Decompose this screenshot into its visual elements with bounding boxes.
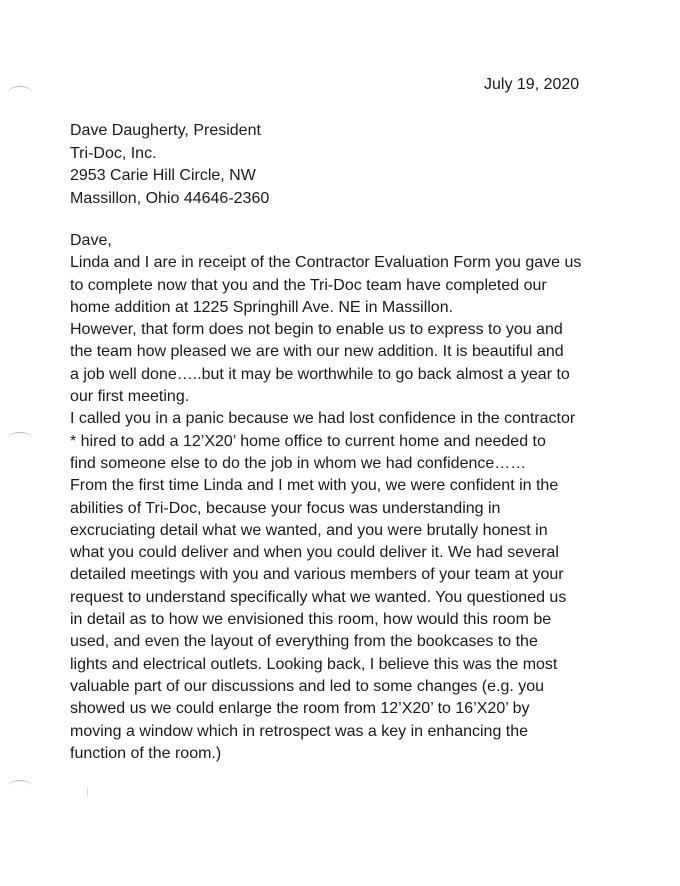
body-line: what you could deliver and when you could deliver it. We had several bbox=[70, 544, 559, 562]
body-line: I called you in a panic because we had lost confidence in the contractor bbox=[70, 410, 576, 428]
body-line: Linda and I are in receipt of the Contractor Evaluation Form you gave us bbox=[70, 254, 582, 272]
body-line: However, that form does not begin to enable us to express to you and bbox=[70, 321, 563, 339]
punch-hole-mark bbox=[8, 780, 32, 793]
body-line: lights and electrical outlets. Looking back, I believe this was the most bbox=[70, 655, 558, 673]
body-line: the team how pleased we are with our new addition. It is beautiful and bbox=[70, 343, 564, 361]
letter-body bbox=[70, 230, 670, 765]
body-line: moving a window which in retrospect was a key in enhancing the bbox=[70, 722, 529, 740]
recipient-city: Massillon, Ohio 44646-2360 bbox=[70, 189, 270, 207]
body-line: From the first time Linda and I met with you, we were confident in the bbox=[70, 477, 559, 495]
body-line: detailed meetings with you and various members of your team at your bbox=[70, 566, 564, 584]
recipient-street: 2953 Carie Hill Circle, NW bbox=[70, 167, 256, 185]
recipient-company: Tri-Doc, Inc. bbox=[70, 144, 157, 162]
body-line: excruciating detail what we wanted, and you were brutally honest in bbox=[70, 521, 548, 539]
body-line: in detail as to how we envisioned this room, how would this room be bbox=[70, 611, 552, 629]
body-line: * hired to add a 12’X20’ home office to current home and needed to bbox=[70, 432, 546, 450]
letter-date: July 19, 2020 bbox=[484, 76, 580, 93]
body-line: home addition at 1225 Springhill Ave. NE in Massillon. bbox=[70, 298, 454, 316]
body-line: valuable part of our discussions and led to some changes (e.g. you bbox=[70, 677, 545, 695]
punch-hole-mark bbox=[8, 432, 32, 445]
body-line: request to understand specifically what we wanted. You questioned us bbox=[70, 588, 567, 606]
body-line: function of the room.) bbox=[70, 744, 222, 762]
recipient-name: Dave Daugherty, President bbox=[70, 122, 261, 139]
body-line: used, and even the layout of everything from the bookcases to the bbox=[70, 633, 538, 651]
recipient-address bbox=[70, 120, 269, 210]
body-line: our first meeting. bbox=[70, 388, 190, 406]
punch-hole-mark bbox=[8, 86, 32, 99]
scan-speck bbox=[87, 788, 88, 796]
salutation: Dave, bbox=[70, 232, 112, 249]
body-line: abilities of Tri-Doc, because your focus was understanding in bbox=[70, 499, 501, 517]
body-line: showed us we could enlarge the room from 12’X20’ to 16’X20’ by bbox=[70, 700, 530, 718]
body-line: a job well done…..but it may be worthwhile to go back almost a year to bbox=[70, 365, 570, 383]
body-line: to complete now that you and the Tri-Doc team have completed our bbox=[70, 276, 547, 294]
body-line: find someone else to do the job in whom we had confidence…… bbox=[70, 454, 527, 472]
